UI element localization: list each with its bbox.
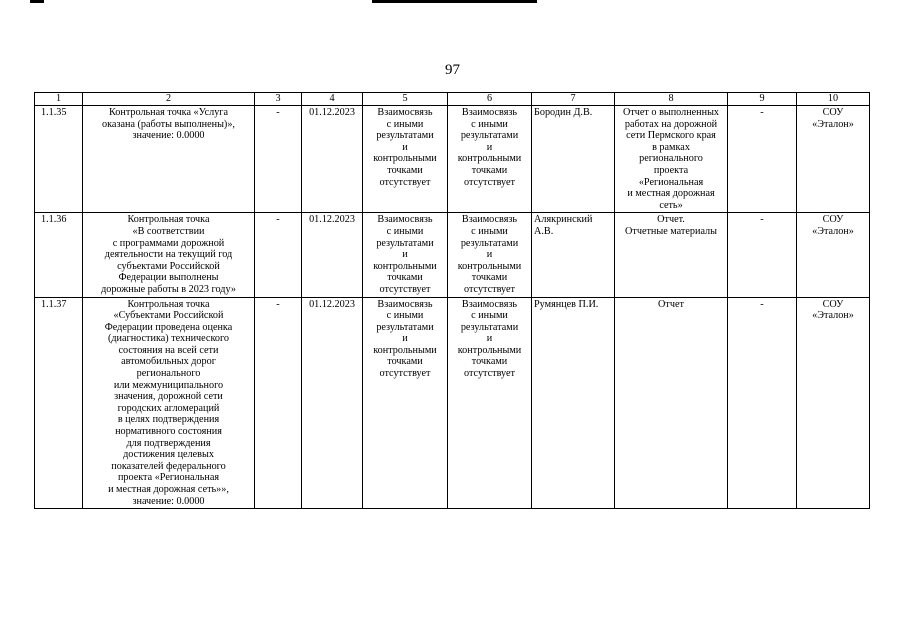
column-header: 5 — [363, 93, 448, 106]
cell-col9: - — [728, 213, 797, 297]
control-point-name: Контрольная точка «Субъектами Российской Федерации проведена оценка (диагностика) технического состояния на всей сети автомобильных дорог регионального или межмуниципального значения, дорожной сети городских агломераций в целях подтверждения нормативного состояния для подтверждения достижения целевых показателей федерального проекта «Региональная и местная дорожная сеть»», значение: 0.0000 — [83, 297, 255, 509]
document-cell: Отчет. Отчетные материалы — [615, 213, 728, 297]
document-cell: Отчет — [615, 297, 728, 509]
date-cell: 01.12.2023 — [302, 213, 363, 297]
relation-cell: Взаимосвязь с иными результатами и контрольными точками отсутствует — [448, 213, 532, 297]
page-number: 97 — [445, 62, 460, 78]
cell-col9: - — [728, 106, 797, 213]
responsible-person: Бородин Д.В. — [532, 106, 615, 213]
column-header: 2 — [83, 93, 255, 106]
control-point-name: Контрольная точка «В соответствии с программами дорожной деятельности на текущий год субъектами Российской Федерации выполнены дорожные работы в 2023 году» — [83, 213, 255, 297]
table-row — [35, 297, 870, 509]
cell-col3: - — [255, 106, 302, 213]
document-cell: Отчет о выполненных работах на дорожной сети Пермского края в рамках регионального проекта «Региональная и местная дорожная сеть» — [615, 106, 728, 213]
relation-cell: Взаимосвязь с иными результатами и контрольными точками отсутствует — [448, 297, 532, 509]
column-header: 3 — [255, 93, 302, 106]
responsible-person: Румянцев П.И. — [532, 297, 615, 509]
scan-edge-mark — [372, 0, 537, 3]
column-header: 9 — [728, 93, 797, 106]
date-cell: 01.12.2023 — [302, 106, 363, 213]
column-header: 10 — [797, 93, 870, 106]
relation-cell: Взаимосвязь с иными результатами и контрольными точками отсутствует — [363, 213, 448, 297]
system-cell: СОУ «Эталон» — [797, 213, 870, 297]
relation-cell: Взаимосвязь с иными результатами и контрольными точками отсутствует — [363, 106, 448, 213]
row-number: 1.1.37 — [35, 297, 83, 509]
system-cell: СОУ «Эталон» — [797, 106, 870, 213]
table-header-row — [35, 93, 870, 106]
cell-col3: - — [255, 213, 302, 297]
relation-cell: Взаимосвязь с иными результатами и контрольными точками отсутствует — [448, 106, 532, 213]
table-row — [35, 106, 870, 213]
row-number: 1.1.36 — [35, 213, 83, 297]
responsible-person: Алякринский А.В. — [532, 213, 615, 297]
system-cell: СОУ «Эталон» — [797, 297, 870, 509]
cell-col9: - — [728, 297, 797, 509]
scan-edge-mark — [30, 0, 44, 3]
row-number: 1.1.35 — [35, 106, 83, 213]
column-header: 4 — [302, 93, 363, 106]
column-header: 1 — [35, 93, 83, 106]
table-row — [35, 213, 870, 297]
date-cell: 01.12.2023 — [302, 297, 363, 509]
control-points-table — [34, 92, 870, 509]
relation-cell: Взаимосвязь с иными результатами и контрольными точками отсутствует — [363, 297, 448, 509]
column-header: 7 — [532, 93, 615, 106]
control-point-name: Контрольная точка «Услуга оказана (работы выполнены)», значение: 0.0000 — [83, 106, 255, 213]
column-header: 8 — [615, 93, 728, 106]
cell-col3: - — [255, 297, 302, 509]
column-header: 6 — [448, 93, 532, 106]
